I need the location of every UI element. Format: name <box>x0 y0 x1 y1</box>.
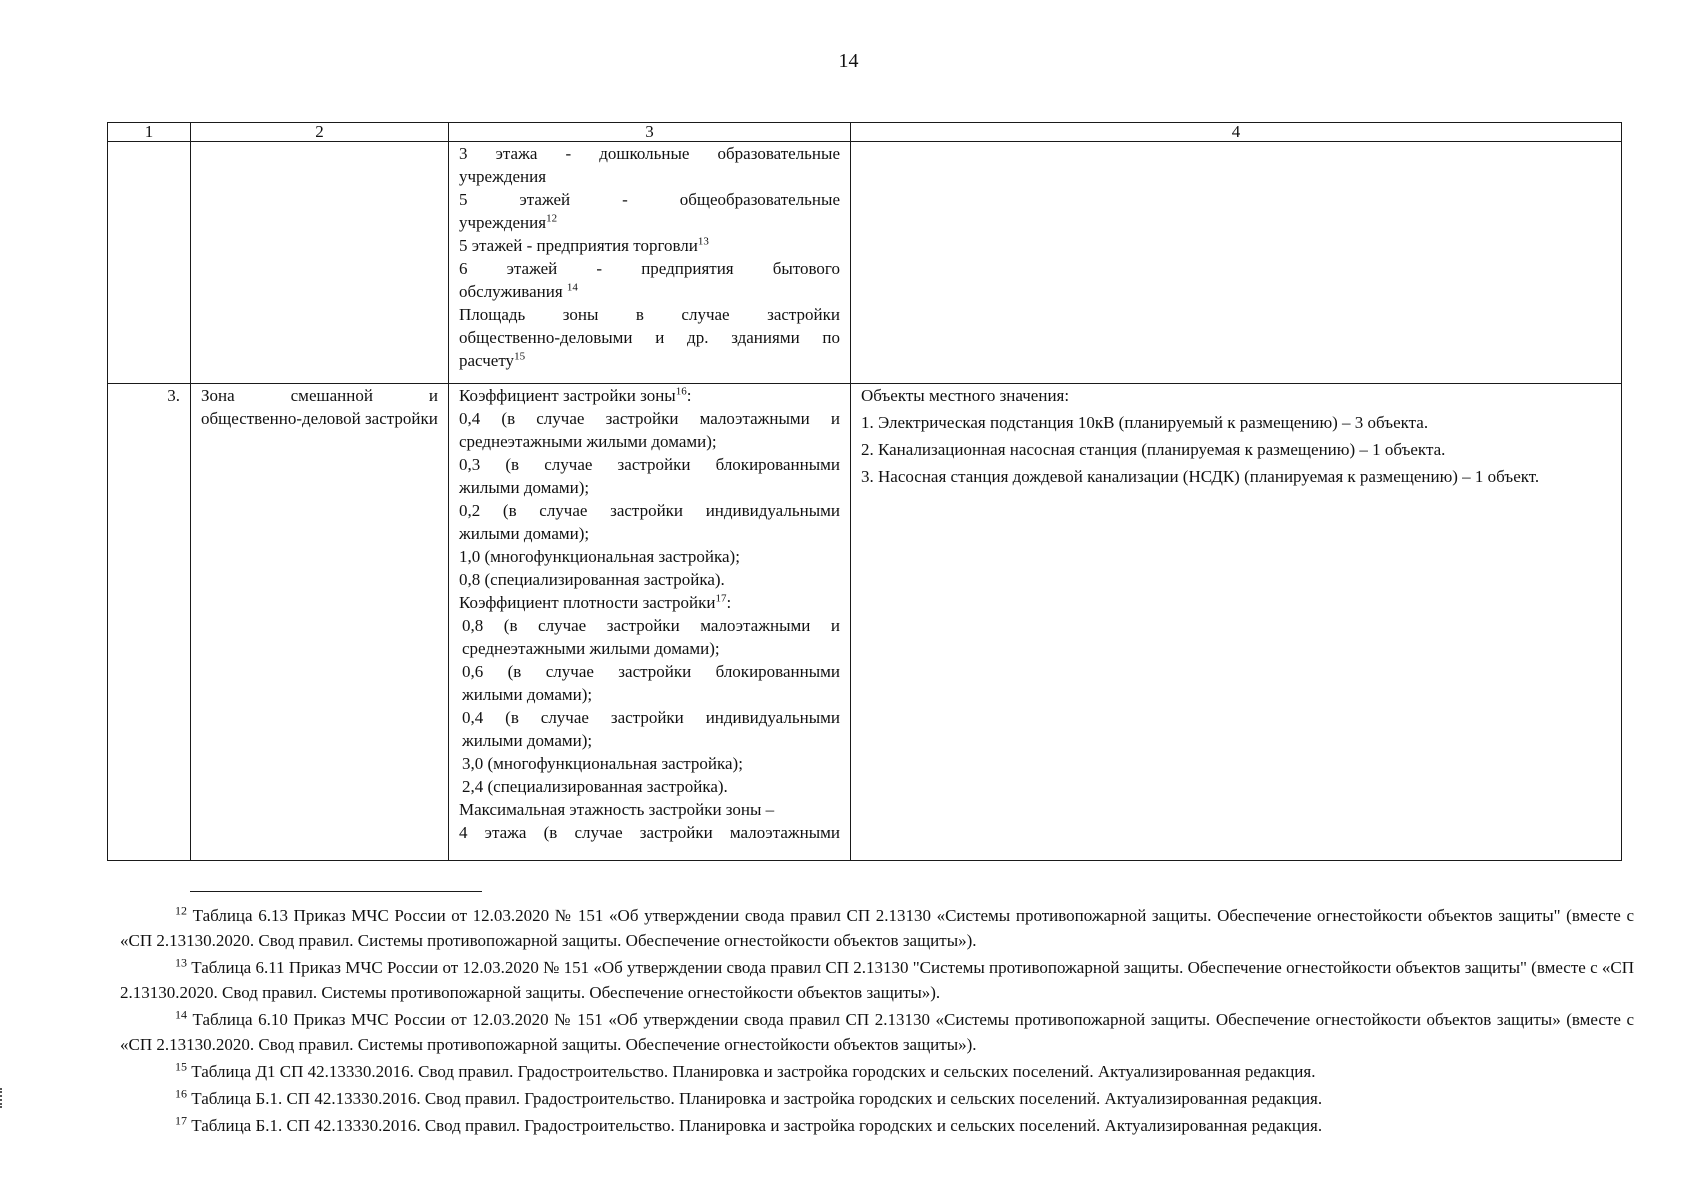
zone-param-line-text: 0,4 (в случае застройки малоэтажными и <box>459 409 840 428</box>
zone-param-line-text: Коэффициент застройки зоны <box>459 386 676 405</box>
objects-cell <box>851 384 1622 861</box>
zone-name: Зона смешанной и общественно-деловой застройки <box>191 384 449 861</box>
zone-param-line-text: 0,3 (в случае застройки блокированными <box>459 455 840 474</box>
prev-param-line-text: расчету <box>459 351 515 370</box>
zone-param-line <box>459 637 840 660</box>
footnote-text: Таблица Б.1. СП 42.13330.2016. Свод правил. Градостроительство. Планировка и застройка городских и сельских поселений. Актуализированная редакция. <box>187 1116 1323 1135</box>
zone-param-line <box>459 706 840 729</box>
footnote-ref: 13 <box>697 235 709 248</box>
row-continued-zone-cell <box>191 142 449 384</box>
footnote-16 <box>120 1086 1634 1111</box>
objects-title: Объекты местного значения: <box>861 386 1070 405</box>
prev-param-line <box>459 303 840 326</box>
zone-param-line-text: 4 этажа (в случае застройки малоэтажными <box>459 823 840 842</box>
header-cell-1: 1 <box>108 123 191 142</box>
zone-param-line-text: 2,4 (специализированная застройка). <box>462 777 728 796</box>
prev-param-line <box>459 326 840 349</box>
object-item-1: 1. Электрическая подстанция 10кВ (планируемый к размещению) – 3 объекта. <box>861 413 1429 432</box>
prev-param-line <box>459 349 840 372</box>
zone-param-line-text: 0,8 (в случае застройки малоэтажными и <box>462 616 840 635</box>
prev-param-line <box>459 142 840 165</box>
footnote-17 <box>120 1113 1634 1138</box>
zone-param-line-text: жилыми домами); <box>459 478 590 497</box>
zone-param-line <box>459 729 840 752</box>
object-item-3: 3. Насосная станция дождевой канализации (НСДК) (планируемая к размещению) – 1 объект. <box>861 467 1540 486</box>
footnote-number: 12 <box>175 903 187 918</box>
row-continued-num-cell <box>108 142 191 384</box>
zone-param-line-text: среднеэтажными жилыми домами); <box>462 639 720 658</box>
zone-param-line <box>459 660 840 683</box>
footnote-ref: 14 <box>566 281 578 294</box>
footnote-ref: 12 <box>546 212 558 225</box>
zone-param-line <box>459 798 840 821</box>
zone-param-line-text: 0,6 (в случае застройки блокированными <box>462 662 840 681</box>
table-row-3 <box>108 384 1622 861</box>
zone-param-line <box>459 384 840 407</box>
zone-param-line <box>459 453 840 476</box>
zone-param-line <box>459 821 840 844</box>
prev-param-line-text: 6 этажей - предприятия бытового <box>459 259 840 278</box>
header-cell-4: 4 <box>851 123 1622 142</box>
margin-mark <box>0 1088 10 1108</box>
footnote-number: 14 <box>175 1007 187 1022</box>
footnote-number: 16 <box>175 1086 187 1101</box>
zone-param-line-text: жилыми домами); <box>462 731 593 750</box>
prev-param-line-text: 3 этажа - дошкольные образовательные <box>459 144 840 163</box>
zone-param-line <box>459 614 840 637</box>
page-number: 14 <box>838 50 859 72</box>
zone-param-line <box>459 476 840 499</box>
footnote-text: Таблица Б.1. СП 42.13330.2016. Свод правил. Градостроительство. Планировка и застройка городских и сельских поселений. Актуализированная редакция. <box>187 1089 1323 1108</box>
table-row-continued <box>108 142 1622 384</box>
footnotes <box>120 903 1634 1140</box>
zone-param-line-text: среднеэтажными жилыми домами); <box>459 432 717 451</box>
zone-param-line <box>459 407 840 430</box>
footnote-13 <box>120 955 1634 1005</box>
table-header-row <box>108 123 1622 142</box>
object-item-2: 2. Канализационная насосная станция (планируемая к размещению) – 1 объекта. <box>861 440 1446 459</box>
footnote-number: 15 <box>175 1059 187 1074</box>
prev-param-line-text: 5 этажей - предприятия торговли <box>459 236 698 255</box>
prev-param-line-text: обслуживания <box>459 282 567 301</box>
zone-parameters-cell <box>449 384 851 861</box>
zone-param-line <box>459 752 840 775</box>
row-continued-objects-cell <box>851 142 1622 384</box>
footnote-number: 13 <box>175 955 187 970</box>
zone-param-line <box>459 430 840 453</box>
footnote-text: Таблица 6.13 Приказ МЧС России от 12.03.2020 № 151 «Об утверждении свода правил СП 2.13130 «Системы противопожарной защиты. Обеспечение огнестойкости объектов защиты" (вместе с «СП 2.13130.2020. Свод правил. Системы противопожарной защиты. Обеспечение огнестойкости объектов защиты»). <box>120 906 1634 950</box>
prev-param-line-text: 5 этажей - общеобразовательные <box>459 190 840 209</box>
prev-param-line <box>459 188 840 211</box>
prev-param-line <box>459 257 840 280</box>
zone-param-line <box>459 568 840 591</box>
prev-param-line <box>459 234 840 257</box>
footnote-text: Таблица Д1 СП 42.13330.2016. Свод правил. Градостроительство. Планировка и застройка городских и сельских поселений. Актуализированная редакция. <box>187 1062 1316 1081</box>
zone-param-line <box>459 522 840 545</box>
prev-param-line-text: учреждения <box>459 167 547 186</box>
footnote-12 <box>120 903 1634 953</box>
zoning-table <box>107 122 1622 861</box>
zone-param-line <box>459 499 840 522</box>
footnote-number: 17 <box>175 1113 187 1128</box>
zone-param-line-suffix: : <box>726 593 732 612</box>
zone-param-line <box>459 683 840 706</box>
footnote-15 <box>120 1059 1634 1084</box>
prev-param-line <box>459 211 840 234</box>
zone-param-line-text: 3,0 (многофункциональная застройка); <box>462 754 743 773</box>
zone-param-line-text: 1,0 (многофункциональная застройка); <box>459 547 740 566</box>
row-continued-parameters-cell <box>449 142 851 384</box>
footnote-ref: 15 <box>514 350 526 363</box>
zone-param-line-text: жилыми домами); <box>462 685 593 704</box>
footnote-separator <box>190 891 482 892</box>
prev-param-line <box>459 165 840 188</box>
zone-param-line-text: 0,8 (специализированная застройка). <box>459 570 725 589</box>
zone-param-line <box>459 775 840 798</box>
header-cell-2: 2 <box>191 123 449 142</box>
footnote-text: Таблица 6.11 Приказ МЧС России от 12.03.2020 № 151 «Об утверждении свода правил СП 2.13130 "Системы противопожарной защиты. Обеспечение огнестойкости объектов защиты" (вместе с «СП 2.13130.2020. Свод правил. Системы противопожарной защиты. Обеспечение огнестойкости объектов защиты»). <box>120 958 1634 1002</box>
zone-param-line <box>459 591 840 614</box>
zone-param-line-text: Максимальная этажность застройки зоны – <box>459 800 775 819</box>
prev-param-line-text: общественно-деловыми и др. зданиями по <box>459 328 840 347</box>
footnote-14 <box>120 1007 1634 1057</box>
zone-param-line-text: 0,2 (в случае застройки индивидуальными <box>459 501 840 520</box>
header-cell-3: 3 <box>449 123 851 142</box>
zone-param-line-text: Коэффициент плотности застройки <box>459 593 716 612</box>
row-number: 3. <box>108 384 191 861</box>
zone-param-line-text: 0,4 (в случае застройки индивидуальными <box>462 708 840 727</box>
footnote-ref: 17 <box>715 592 727 605</box>
footnote-text: Таблица 6.10 Приказ МЧС России от 12.03.2020 № 151 «Об утверждении свода правил СП 2.13130 «Системы противопожарной защиты. Обеспечение огнестойкости объектов защиты» (вместе с «СП 2.13130.2020. Свод правил. Системы противопожарной защиты. Обеспечение огнестойкости объектов защиты»). <box>120 1010 1634 1054</box>
zone-param-line-text: жилыми домами); <box>459 524 590 543</box>
zone-param-line <box>459 545 840 568</box>
prev-param-line-text: учреждения <box>459 213 547 232</box>
zone-param-line-suffix: : <box>686 386 692 405</box>
prev-param-line-text: Площадь зоны в случае застройки <box>459 305 840 324</box>
prev-param-line <box>459 280 840 303</box>
footnote-ref: 16 <box>675 385 687 398</box>
